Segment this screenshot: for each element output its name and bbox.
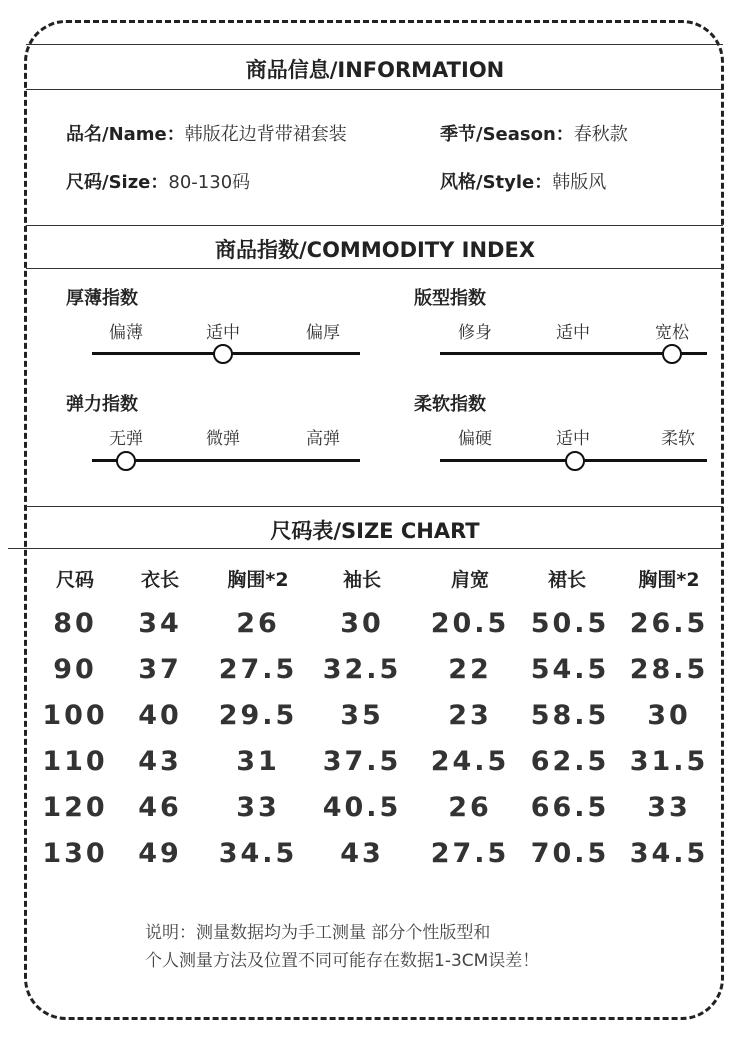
table-cell: 31 <box>236 746 280 777</box>
table-header-cell: 衣长 <box>140 569 180 591</box>
table-cell: 27.5 <box>430 838 510 869</box>
softness-option-hard: 偏硬 <box>458 429 492 449</box>
table-header-cell: 胸围*2 <box>638 569 700 591</box>
table-cell: 30 <box>647 700 691 731</box>
table-cell: 33 <box>236 792 280 823</box>
table-cell: 120 <box>42 792 108 823</box>
table-cell: 34.5 <box>629 838 709 869</box>
divider <box>26 225 723 226</box>
table-header-cell: 袖长 <box>342 569 382 591</box>
measurement-note-line2: 个人测量方法及位置不同可能存在数据1-3CM误差！ <box>145 951 540 971</box>
elasticity-option-slight: 微弹 <box>206 429 240 449</box>
thickness-index-title: 厚薄指数 <box>66 288 138 309</box>
size-chart-title: 尺码表/SIZE CHART <box>270 519 480 543</box>
table-cell: 23 <box>448 700 492 731</box>
thickness-option-medium: 适中 <box>206 323 240 343</box>
table-cell: 37.5 <box>322 746 402 777</box>
table-cell: 46 <box>138 792 182 823</box>
table-cell: 26.5 <box>629 608 709 639</box>
fit-option-regular: 适中 <box>556 323 590 343</box>
table-cell: 70.5 <box>530 838 610 869</box>
table-cell: 37 <box>138 654 182 685</box>
table-cell: 33 <box>647 792 691 823</box>
table-cell: 27.5 <box>218 654 298 685</box>
elasticity-index-marker <box>116 451 136 471</box>
index-section-title: 商品指数/COMMODITY INDEX <box>214 238 536 262</box>
table-cell: 90 <box>53 654 97 685</box>
table-header-cell: 胸围*2 <box>227 569 289 591</box>
table-cell: 100 <box>42 700 108 731</box>
divider <box>8 548 723 549</box>
table-cell: 40 <box>138 700 182 731</box>
table-cell: 24.5 <box>430 746 510 777</box>
divider <box>26 506 723 507</box>
table-cell: 26 <box>448 792 492 823</box>
thickness-option-thick: 偏厚 <box>306 323 340 343</box>
table-cell: 80 <box>53 608 97 639</box>
table-header-cell: 裙长 <box>547 569 587 591</box>
divider <box>26 268 723 269</box>
fit-option-slim: 修身 <box>458 323 492 343</box>
fit-option-loose: 宽松 <box>655 323 689 343</box>
softness-option-soft: 柔软 <box>661 429 695 449</box>
info-name: 品名/Name：韩版花边背带裙套装 <box>66 124 347 145</box>
table-cell: 31.5 <box>629 746 709 777</box>
thickness-option-thin: 偏薄 <box>109 323 143 343</box>
info-season: 季节/Season：春秋款 <box>440 124 628 145</box>
table-cell: 35 <box>340 700 384 731</box>
softness-index-marker <box>565 451 585 471</box>
thickness-index-marker <box>213 344 233 364</box>
table-cell: 50.5 <box>530 608 610 639</box>
table-cell: 62.5 <box>530 746 610 777</box>
info-style: 风格/Style：韩版风 <box>440 172 607 193</box>
table-cell: 34 <box>138 608 182 639</box>
table-cell: 130 <box>42 838 108 869</box>
table-cell: 49 <box>138 838 182 869</box>
table-cell: 32.5 <box>322 654 402 685</box>
table-cell: 58.5 <box>530 700 610 731</box>
table-cell: 30 <box>340 608 384 639</box>
divider <box>26 89 723 90</box>
info-section-title: 商品信息/INFORMATION <box>245 58 505 82</box>
table-cell: 110 <box>42 746 108 777</box>
table-cell: 26 <box>236 608 280 639</box>
softness-index-title: 柔软指数 <box>414 394 486 415</box>
divider <box>26 44 723 45</box>
table-cell: 40.5 <box>322 792 402 823</box>
fit-index-marker <box>662 344 682 364</box>
table-cell: 66.5 <box>530 792 610 823</box>
table-cell: 20.5 <box>430 608 510 639</box>
table-cell: 29.5 <box>218 700 298 731</box>
table-header-cell: 肩宽 <box>450 569 490 591</box>
elasticity-option-high: 高弹 <box>306 429 340 449</box>
elasticity-index-title: 弹力指数 <box>66 394 138 415</box>
measurement-note-line1: 说明：测量数据均为手工测量 部分个性版型和 <box>145 923 491 943</box>
softness-option-medium: 适中 <box>556 429 590 449</box>
table-cell: 54.5 <box>530 654 610 685</box>
table-cell: 22 <box>448 654 492 685</box>
elasticity-option-none: 无弹 <box>109 429 143 449</box>
table-header-cell: 尺码 <box>55 569 95 591</box>
table-cell: 43 <box>138 746 182 777</box>
table-cell: 43 <box>340 838 384 869</box>
table-cell: 34.5 <box>218 838 298 869</box>
table-cell: 28.5 <box>629 654 709 685</box>
fit-index-title: 版型指数 <box>414 288 486 309</box>
info-size: 尺码/Size：80-130码 <box>66 172 251 193</box>
